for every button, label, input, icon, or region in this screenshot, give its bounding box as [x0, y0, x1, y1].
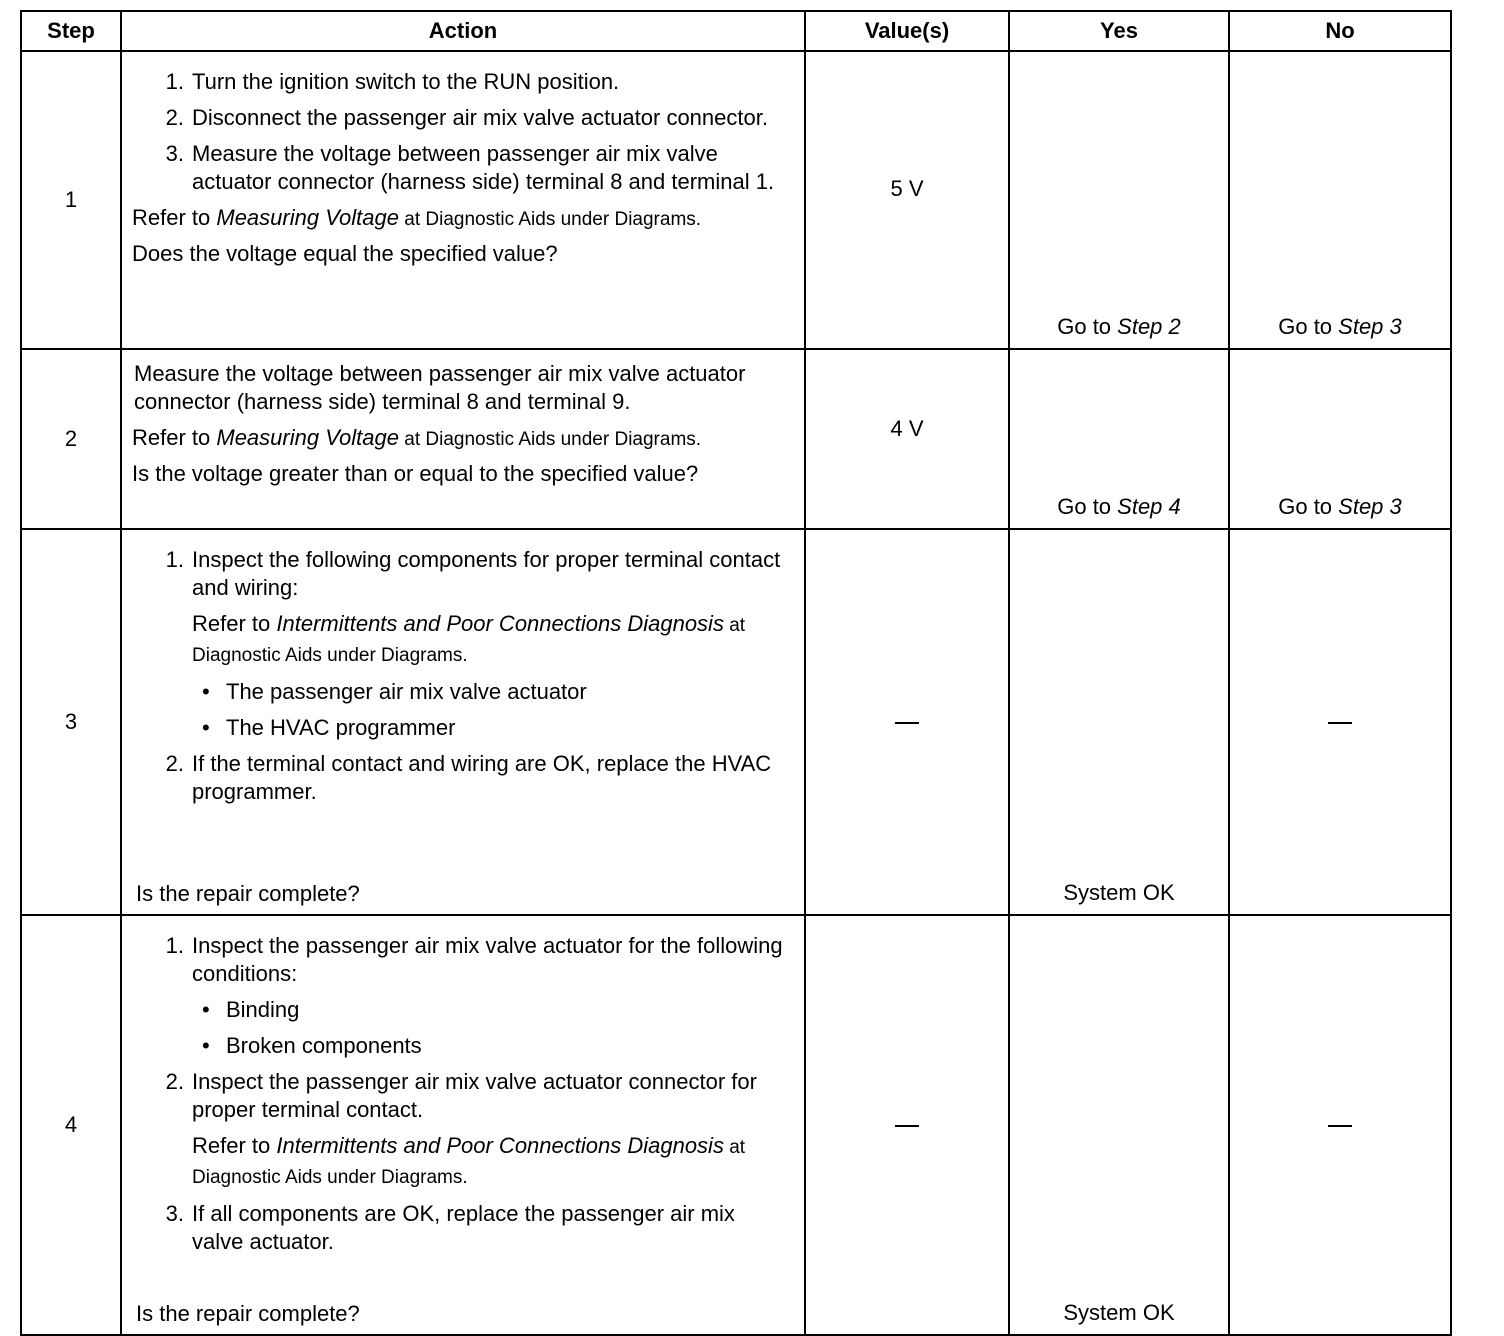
no-cell	[1229, 915, 1451, 1335]
yes-cell	[1009, 51, 1229, 349]
no-text	[1230, 494, 1450, 528]
item-number: 2.	[165, 1069, 184, 1094]
item-number: 3.	[165, 141, 184, 166]
ref-suffix: at Diagnostic Aids under Diagrams.	[399, 209, 702, 230]
item-number: 3.	[165, 1201, 184, 1226]
header-values: Value(s)	[805, 11, 1009, 51]
yes-cell	[1009, 349, 1229, 529]
action-cell	[121, 915, 805, 1335]
header-step: Step	[21, 11, 121, 51]
yes-step-ref: Step 2	[1117, 314, 1181, 339]
item-text: Inspect the passenger air mix valve actuator for the following conditions:	[192, 933, 783, 986]
yes-text: System OK	[1063, 1300, 1175, 1325]
yes-text: System OK	[1063, 880, 1175, 905]
bullet-item	[192, 1032, 790, 1060]
bullet-item	[192, 678, 790, 706]
question: Is the repair complete?	[136, 881, 360, 906]
item-text: Inspect the following components for proper terminal contact and wiring:	[192, 547, 781, 600]
ref-prefix: Refer to	[132, 425, 217, 450]
bullet-item	[192, 714, 790, 742]
bullet-text: Broken components	[226, 1033, 422, 1058]
item-number: 1.	[165, 69, 184, 94]
value-text: 5 V	[890, 176, 924, 201]
question: Does the voltage equal the specified value?	[132, 241, 558, 266]
ref-link-text: Measuring Voltage	[216, 425, 400, 450]
reference-note	[132, 204, 790, 234]
yes-cell	[1009, 529, 1229, 915]
item-text: If the terminal contact and wiring are OK, replace the HVAC programmer.	[192, 751, 772, 804]
yes-text	[1010, 494, 1228, 528]
dash-icon	[1328, 1125, 1352, 1127]
list-item	[132, 1068, 790, 1192]
bullet-text: The HVAC programmer	[226, 715, 456, 740]
list-item	[132, 140, 790, 196]
item-number: 2.	[165, 105, 184, 130]
bullet-icon: •	[202, 715, 210, 740]
no-text	[1230, 314, 1450, 348]
bullet-icon: •	[202, 1033, 210, 1058]
item-text: Inspect the passenger air mix valve actuator connector for proper terminal contact.	[192, 1069, 757, 1122]
question: Is the repair complete?	[136, 1301, 360, 1326]
ref-prefix: Refer to	[132, 205, 217, 230]
table-row	[21, 915, 1451, 1335]
item-number: 1.	[165, 547, 184, 572]
header-action: Action	[121, 11, 805, 51]
dash-icon	[895, 722, 919, 724]
ref-suffix: at Diagnostic Aids under Diagrams.	[192, 1137, 746, 1188]
item-number: 2.	[165, 751, 184, 776]
item-text: Measure the voltage between passenger air mix valve actuator connector (harness side) terminal 8 and terminal 1.	[192, 141, 775, 194]
bullet-icon: •	[202, 679, 210, 704]
action-text: Measure the voltage between passenger air mix valve actuator connector (harness side) terminal 8 and terminal 9.	[134, 361, 746, 414]
reference-note	[192, 1132, 790, 1192]
value-cell	[805, 349, 1009, 529]
diagnostic-table	[20, 10, 1452, 1336]
yes-prefix: Go to	[1057, 314, 1118, 339]
no-cell	[1229, 51, 1451, 349]
no-cell	[1229, 349, 1451, 529]
diagnostic-table-page	[20, 10, 1450, 1336]
item-number: 1.	[165, 933, 184, 958]
list-item	[132, 1200, 790, 1256]
bullet-item	[192, 996, 790, 1024]
bullet-text: Binding	[226, 997, 300, 1022]
list-item	[132, 68, 790, 96]
dash-icon	[895, 1125, 919, 1127]
list-item	[132, 546, 790, 742]
header-yes: Yes	[1009, 11, 1229, 51]
table-row	[21, 529, 1451, 915]
reference-note	[132, 424, 790, 454]
no-prefix: Go to	[1278, 314, 1339, 339]
value-cell	[805, 529, 1009, 915]
action-cell	[121, 529, 805, 915]
reference-note	[192, 610, 790, 670]
no-step-ref: Step 3	[1338, 494, 1402, 519]
value-cell	[805, 51, 1009, 349]
ref-link-text: Intermittents and Poor Connections Diagnosis	[276, 1133, 724, 1158]
yes-text	[1010, 314, 1228, 348]
ref-link-text: Intermittents and Poor Connections Diagnosis	[276, 611, 724, 636]
action-cell	[121, 349, 805, 529]
bullet-icon: •	[202, 997, 210, 1022]
ref-prefix: Refer to	[192, 1133, 277, 1158]
ref-link-text: Measuring Voltage	[216, 205, 400, 230]
list-item	[132, 104, 790, 132]
yes-step-ref: Step 4	[1117, 494, 1181, 519]
ref-suffix: at Diagnostic Aids under Diagrams.	[399, 429, 702, 450]
yes-prefix: Go to	[1057, 494, 1118, 519]
step-number: 2	[21, 349, 121, 529]
step-number: 4	[21, 915, 121, 1335]
header-no: No	[1229, 11, 1451, 51]
no-prefix: Go to	[1278, 494, 1339, 519]
table-row	[21, 51, 1451, 349]
question: Is the voltage greater than or equal to the specified value?	[132, 461, 699, 486]
item-text: If all components are OK, replace the passenger air mix valve actuator.	[192, 1201, 735, 1254]
dash-icon	[1328, 722, 1352, 724]
table-row	[21, 349, 1451, 529]
item-text: Disconnect the passenger air mix valve actuator connector.	[192, 105, 768, 130]
no-step-ref: Step 3	[1338, 314, 1402, 339]
value-text: 4 V	[890, 416, 924, 441]
value-cell	[805, 915, 1009, 1335]
item-text: Turn the ignition switch to the RUN position.	[192, 69, 620, 94]
list-item	[132, 932, 790, 1060]
yes-cell	[1009, 915, 1229, 1335]
ref-prefix: Refer to	[192, 611, 277, 636]
step-number: 3	[21, 529, 121, 915]
step-number: 1	[21, 51, 121, 349]
ref-suffix: at Diagnostic Aids under Diagrams.	[192, 615, 746, 666]
action-cell	[121, 51, 805, 349]
list-item	[132, 750, 790, 806]
bullet-text: The passenger air mix valve actuator	[226, 679, 587, 704]
header-row	[21, 11, 1451, 51]
no-cell	[1229, 529, 1451, 915]
